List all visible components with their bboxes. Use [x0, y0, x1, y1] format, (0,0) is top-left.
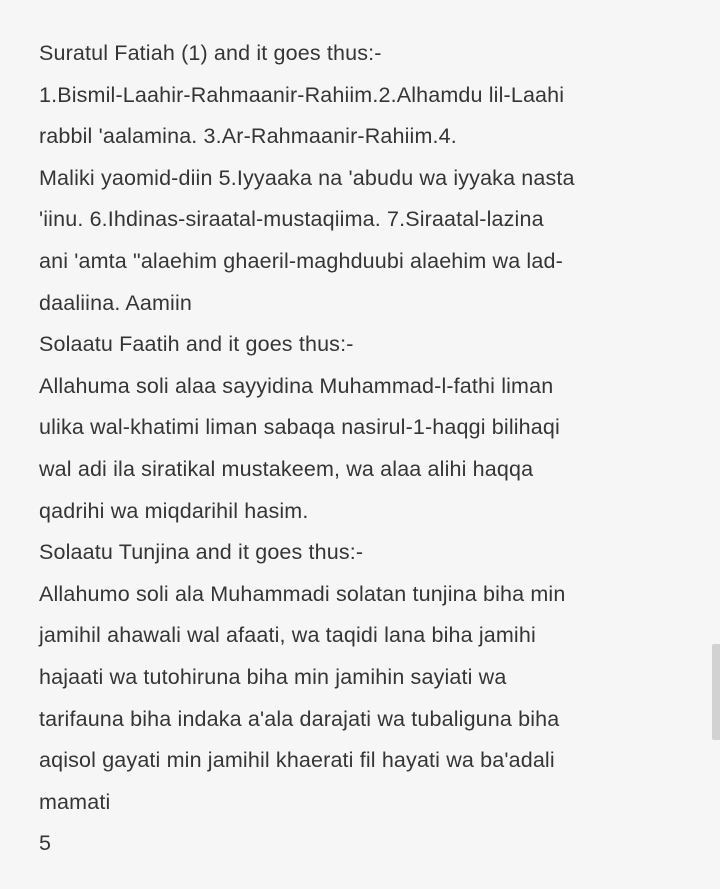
- text-line: 'iinu. 6.Ihdinas-siraatal-mustaqiima. 7.Siraatal-lazina: [39, 207, 544, 232]
- text-line: mamati: [39, 789, 111, 814]
- text-line: daaliina. Aamiin: [39, 290, 192, 315]
- scrollbar[interactable]: [712, 644, 720, 740]
- text-line: Solaatu Tunjina and it goes thus:-: [39, 540, 364, 565]
- text-line: wal adi ila siratikal mustakeem, wa alaa alihi haqqa: [39, 456, 534, 481]
- text-line: ulika wal-khatimi liman sabaqa nasirul-1-haqgi bilihaqi: [39, 415, 560, 440]
- text-line: Allahuma soli alaa sayyidina Muhammad-l-fathi liman: [39, 373, 554, 398]
- text-line: Allahumo soli ala Muhammadi solatan tunjina biha min: [39, 581, 566, 606]
- text-line: Suratul Fatiah (1) and it goes thus:-: [39, 41, 382, 65]
- text-line: Solaatu Faatih and it goes thus:-: [39, 332, 354, 357]
- text-line: rabbil 'aalamina. 3.Ar-Rahmaanir-Rahiim.4.: [39, 124, 457, 149]
- page-number: 5: [39, 831, 52, 856]
- text-line: ani 'amta "alaehim ghaeril-maghduubi alaehim wa lad-: [39, 248, 563, 273]
- text-line: 1.Bismil-Laahir-Rahmaanir-Rahiim.2.Alhamdu lil-Laahi: [39, 82, 565, 107]
- text-line: jamihil ahawali wal afaati, wa taqidi lana biha jamihi: [39, 623, 536, 648]
- text-line: hajaati wa tutohiruna biha min jamihin sayiati wa: [39, 664, 507, 689]
- text-line: Maliki yaomid-diin 5.Iyyaaka na 'abudu wa iyyaka nasta: [39, 165, 575, 190]
- text-line: aqisol gayati min jamihil khaerati fil hayati wa ba'adali: [39, 748, 555, 773]
- text-line: qadrihi wa miqdarihil hasim.: [39, 498, 309, 523]
- text-line: tarifauna biha indaka a'ala darajati wa tubaliguna biha: [39, 706, 560, 731]
- note-text: [39, 33, 699, 865]
